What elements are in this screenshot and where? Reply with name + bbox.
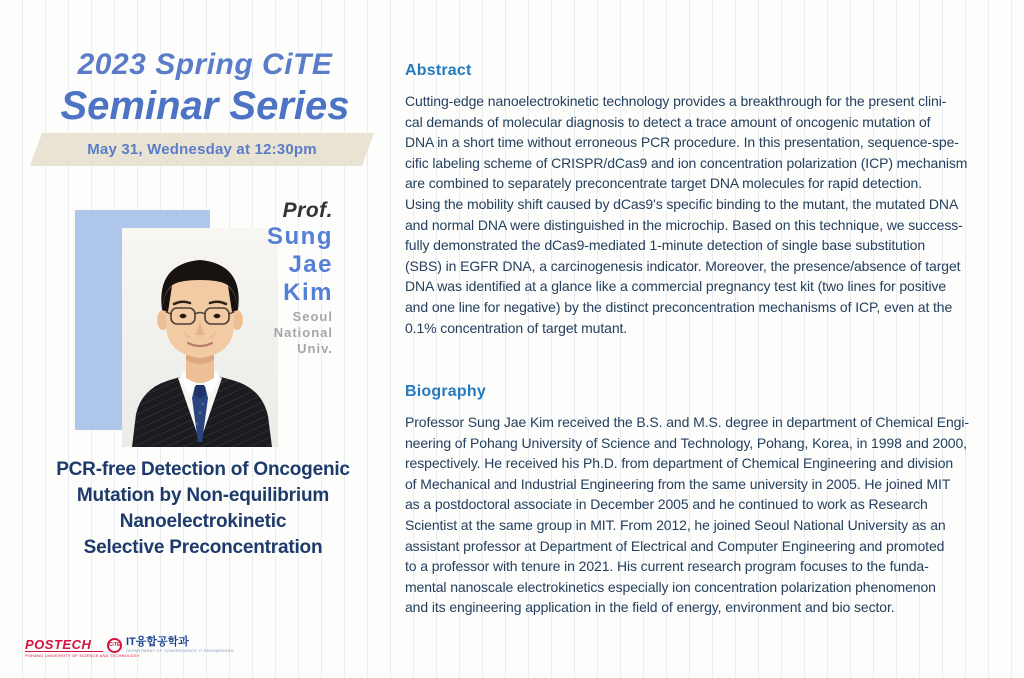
text-line: Nanoelectrokinetic: [119, 511, 287, 532]
text-line: fully demonstrated the dCas9-mediated 1-minute detection of single base substitution: [405, 237, 926, 254]
postech-wordmark: POSTECH: [25, 637, 92, 652]
department-subtitle: DEPARTMENT OF CONVERGENCE IT ENGINEERING: [126, 648, 234, 653]
department-text: [126, 637, 234, 653]
text-line: Using the mobility shift caused by dCas9's specific binding to the mutant, the mutated DNA: [405, 195, 959, 212]
text-line: Scientist at the same group in MIT. From 2012, he joined Seoul National University as an: [405, 516, 946, 533]
text-line: Kim: [283, 279, 333, 306]
text-line: mental nanoscale electrokinetics especially ion concentration polarization phenomenon: [405, 578, 936, 595]
speaker-info: [205, 199, 333, 357]
text-line: cal demands of molecular diagnosis to detect a trace amount of oncogenic mutation of: [405, 113, 931, 130]
speaker-affiliation: [205, 309, 333, 357]
speaker-name: [205, 223, 333, 307]
text-line: cific labeling scheme of CRISPR/dCas9 and ion concentration polarization (ICP) mechanism: [405, 154, 968, 171]
text-line: are combined to separately preconcentrate target DNA molecules for rapid detection.: [405, 175, 922, 192]
text-line: Selective Preconcentration: [83, 537, 323, 558]
text-line: as a postdoctoral associate in December 2005 and he continued to work as Research: [405, 496, 928, 513]
text-line: of Mechanical and Industrial Engineering from the same university in 2005. He joined MIT: [405, 475, 951, 492]
text-line: Sung: [267, 223, 333, 250]
postech-tagline: POHANG UNIVERSITY OF SCIENCE AND TECHNOLOGY: [25, 653, 140, 658]
text-line: neering of Pohang University of Science and Technology, Pohang, Korea, in 1998 and 2000,: [405, 434, 967, 451]
text-line: Seoul: [292, 309, 333, 324]
department-name: IT융합공학과: [126, 636, 189, 648]
date-banner: [36, 133, 368, 166]
biography-text: [405, 412, 1013, 618]
abstract-text: [405, 91, 1013, 338]
series-title: [38, 48, 372, 129]
text-line: 0.1% concentration of target mutant.: [405, 319, 628, 336]
text-line: respectively. He received his Ph.D. from department of Chemical Engineering and division: [405, 455, 954, 472]
text-line: and normal DNA were distinguished in the microchip. Based on this technique, we success-: [405, 216, 963, 233]
text-line: Jae: [288, 251, 333, 278]
text-line: PCR-free Detection of Oncogenic: [56, 459, 350, 480]
cite-emblem-icon: CiTE: [107, 638, 122, 653]
series-title-line2: Seminar Series: [60, 84, 350, 128]
text-line: and one line for negative) by the distinct preconcentration mechanisms of ICP, even at the: [405, 298, 953, 315]
text-line: Mutation by Non-equilibrium: [76, 485, 330, 506]
text-line: Univ.: [297, 341, 333, 356]
cite-department-logo: [107, 637, 234, 653]
biography-heading: Biography: [405, 383, 486, 400]
text-line: Cutting-edge nanoelectrokinetic technology provides a breakthrough for the present clini-: [405, 93, 947, 109]
series-title-line1: 2023 Spring CiTE: [77, 48, 333, 81]
text-line: to a professor with tenure in 2021. His current research program focuses to the funda-: [405, 558, 929, 575]
text-line: and its engineering application in the field of energy, environment and bio sector.: [405, 599, 895, 616]
text-line: DNA was identified at a glance like a commercial pregnancy test kit (two lines for positive: [405, 278, 947, 295]
talk-title: [38, 457, 368, 561]
text-line: DNA in a short time without erroneous PCR procedure. In this presentation, sequence-spe-: [405, 134, 959, 151]
abstract-heading: Abstract: [405, 62, 472, 79]
text-line: (SBS) in EGFR DNA, a carcinogenesis indicator. Moreover, the presence/absence of target: [405, 257, 961, 274]
text-line: Professor Sung Jae Kim received the B.S. and M.S. degree in department of Chemical Engi-: [405, 414, 969, 430]
date-banner-text: May 31, Wednesday at 12:30pm: [87, 141, 317, 158]
text-line: National: [273, 325, 333, 340]
speaker-prefix: Prof.: [282, 199, 333, 222]
text-line: assistant professor at Department of Electrical and Computer Engineering and promoted: [405, 537, 945, 554]
